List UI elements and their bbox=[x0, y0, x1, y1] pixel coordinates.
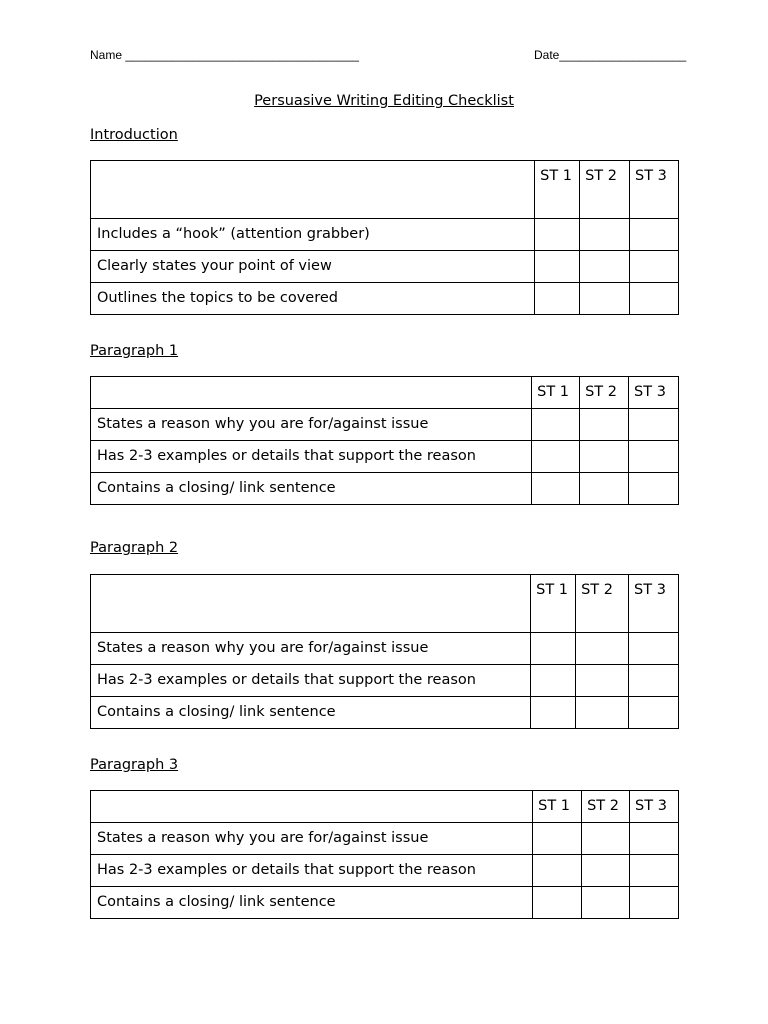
check-cell-st3[interactable] bbox=[629, 633, 679, 665]
table-row bbox=[91, 251, 679, 283]
section-heading-introduction: Introduction bbox=[90, 127, 178, 143]
criterion-label: Has 2-3 examples or details that support the reason bbox=[91, 855, 533, 887]
column-header-st1: ST 1 bbox=[535, 161, 580, 219]
check-cell-st1[interactable] bbox=[531, 665, 576, 697]
table-row bbox=[91, 219, 679, 251]
page-title: Persuasive Writing Editing Checklist bbox=[254, 93, 514, 109]
check-cell-st2[interactable] bbox=[580, 441, 629, 473]
table-header-row bbox=[91, 161, 679, 219]
check-cell-st3[interactable] bbox=[629, 441, 679, 473]
column-header-st1: ST 1 bbox=[531, 575, 576, 633]
table-header-row bbox=[91, 377, 679, 409]
check-cell-st1[interactable] bbox=[532, 441, 580, 473]
table-row bbox=[91, 409, 679, 441]
section-heading-paragraph-2: Paragraph 2 bbox=[90, 540, 179, 556]
check-cell-st2[interactable] bbox=[580, 409, 629, 441]
criterion-label: Clearly states your point of view bbox=[91, 251, 535, 283]
check-cell-st1[interactable] bbox=[531, 697, 576, 729]
check-cell-st2[interactable] bbox=[580, 251, 630, 283]
check-cell-st1[interactable] bbox=[533, 855, 582, 887]
checklist-table-paragraph-3 bbox=[90, 790, 679, 919]
header-blank-cell bbox=[91, 791, 533, 823]
criterion-label: States a reason why you are for/against issue bbox=[91, 823, 533, 855]
table-row bbox=[91, 665, 679, 697]
check-cell-st3[interactable] bbox=[629, 697, 679, 729]
checklist-table-paragraph-1 bbox=[90, 376, 679, 505]
column-header-st3: ST 3 bbox=[629, 377, 679, 409]
check-cell-st1[interactable] bbox=[535, 283, 580, 315]
criterion-label: Includes a “hook” (attention grabber) bbox=[91, 219, 535, 251]
check-cell-st1[interactable] bbox=[533, 887, 582, 919]
section-heading-paragraph-1: Paragraph 1 bbox=[90, 343, 179, 359]
checklist-table-introduction bbox=[90, 160, 679, 315]
check-cell-st3[interactable] bbox=[630, 887, 679, 919]
check-cell-st3[interactable] bbox=[630, 283, 679, 315]
check-cell-st2[interactable] bbox=[582, 823, 630, 855]
table-header-row bbox=[91, 575, 679, 633]
column-header-st2: ST 2 bbox=[580, 377, 629, 409]
header-blank-cell bbox=[91, 377, 532, 409]
check-cell-st2[interactable] bbox=[580, 473, 629, 505]
check-cell-st2[interactable] bbox=[576, 665, 629, 697]
check-cell-st3[interactable] bbox=[630, 251, 679, 283]
check-cell-st2[interactable] bbox=[582, 887, 630, 919]
table-header-row bbox=[91, 791, 679, 823]
column-header-st3: ST 3 bbox=[630, 161, 679, 219]
check-cell-st3[interactable] bbox=[629, 409, 679, 441]
criterion-label: Outlines the topics to be covered bbox=[91, 283, 535, 315]
check-cell-st1[interactable] bbox=[535, 219, 580, 251]
check-cell-st2[interactable] bbox=[580, 219, 630, 251]
name-field-label[interactable]: Name ___________________________________ bbox=[90, 48, 359, 62]
column-header-st2: ST 2 bbox=[580, 161, 630, 219]
column-header-st3: ST 3 bbox=[629, 575, 679, 633]
table-row bbox=[91, 823, 679, 855]
check-cell-st1[interactable] bbox=[531, 633, 576, 665]
column-header-st1: ST 1 bbox=[532, 377, 580, 409]
table-row bbox=[91, 633, 679, 665]
column-header-st2: ST 2 bbox=[582, 791, 630, 823]
checklist-table-paragraph-2 bbox=[90, 574, 679, 729]
table-row bbox=[91, 473, 679, 505]
check-cell-st2[interactable] bbox=[580, 283, 630, 315]
date-field-label[interactable]: Date___________________ bbox=[534, 48, 687, 62]
check-cell-st1[interactable] bbox=[533, 823, 582, 855]
criterion-label: Contains a closing/ link sentence bbox=[91, 473, 532, 505]
header-blank-cell bbox=[91, 161, 535, 219]
section-heading-paragraph-3: Paragraph 3 bbox=[90, 757, 179, 773]
check-cell-st3[interactable] bbox=[630, 855, 679, 887]
criterion-label: Has 2-3 examples or details that support the reason bbox=[91, 665, 531, 697]
check-cell-st2[interactable] bbox=[582, 855, 630, 887]
table-row bbox=[91, 855, 679, 887]
check-cell-st2[interactable] bbox=[576, 697, 629, 729]
table-row bbox=[91, 697, 679, 729]
criterion-label: Contains a closing/ link sentence bbox=[91, 697, 531, 729]
criterion-label: Has 2-3 examples or details that support the reason bbox=[91, 441, 532, 473]
check-cell-st3[interactable] bbox=[630, 823, 679, 855]
criterion-label: States a reason why you are for/against issue bbox=[91, 633, 531, 665]
check-cell-st1[interactable] bbox=[532, 473, 580, 505]
check-cell-st2[interactable] bbox=[576, 633, 629, 665]
column-header-st1: ST 1 bbox=[533, 791, 582, 823]
table-row bbox=[91, 441, 679, 473]
column-header-st3: ST 3 bbox=[630, 791, 679, 823]
criterion-label: States a reason why you are for/against issue bbox=[91, 409, 532, 441]
check-cell-st3[interactable] bbox=[629, 473, 679, 505]
check-cell-st3[interactable] bbox=[630, 219, 679, 251]
check-cell-st1[interactable] bbox=[532, 409, 580, 441]
check-cell-st3[interactable] bbox=[629, 665, 679, 697]
criterion-label: Contains a closing/ link sentence bbox=[91, 887, 533, 919]
table-row bbox=[91, 283, 679, 315]
table-row bbox=[91, 887, 679, 919]
column-header-st2: ST 2 bbox=[576, 575, 629, 633]
check-cell-st1[interactable] bbox=[535, 251, 580, 283]
header-blank-cell bbox=[91, 575, 531, 633]
